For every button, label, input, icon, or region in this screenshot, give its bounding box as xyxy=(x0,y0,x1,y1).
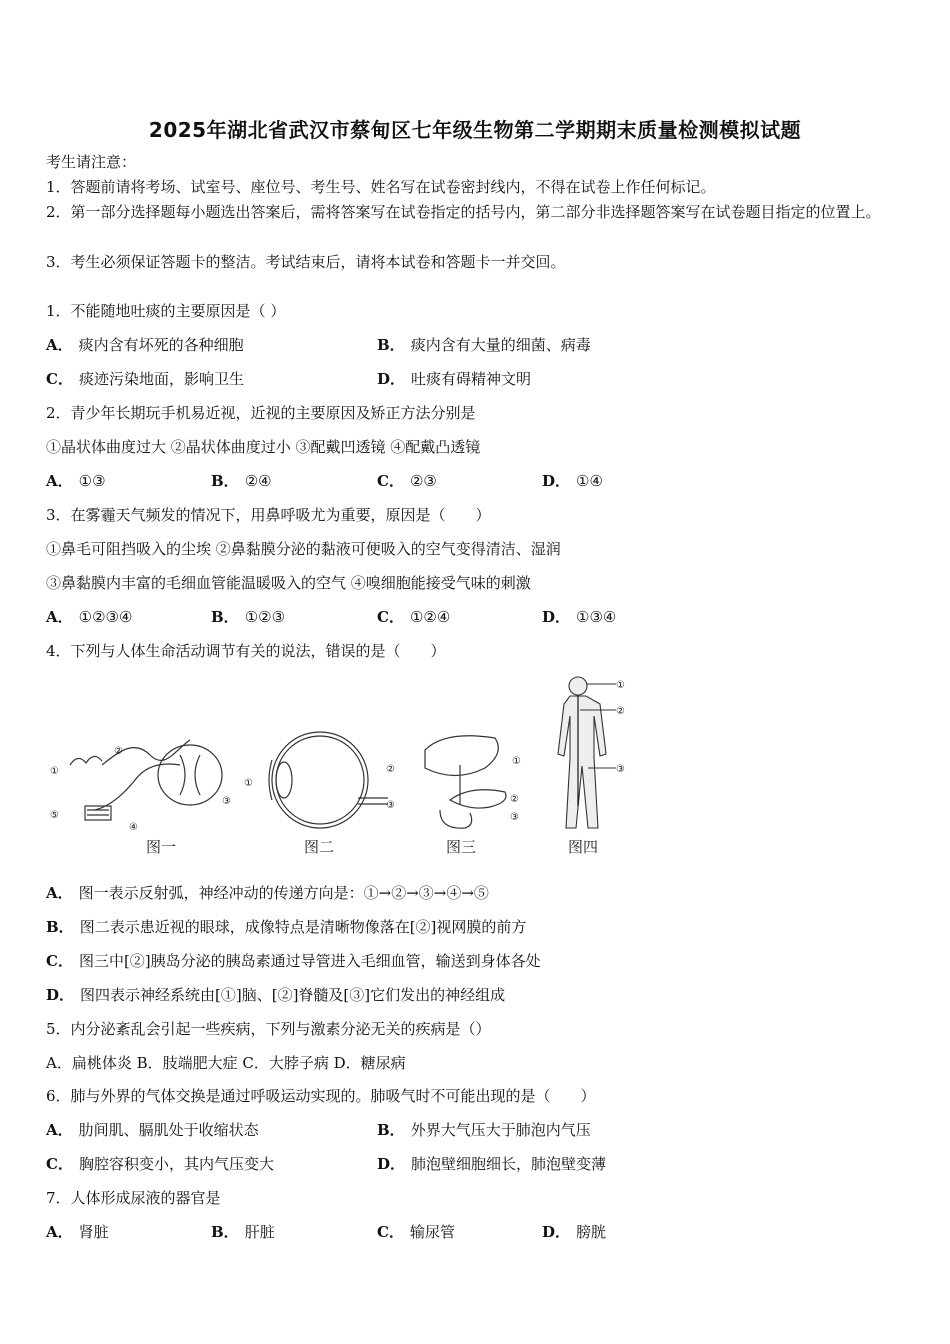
mark-3: ③ xyxy=(616,764,625,775)
mark-1: ① xyxy=(50,766,59,777)
option-c: C． ①②④ xyxy=(377,608,451,626)
page-title: 2025年湖北省武汉市蔡甸区七年级生物第二学期期末质量检测模拟试题 xyxy=(148,118,802,142)
option-c: C． 图三中[②]胰岛分泌的胰岛素通过导管进入毛细血管，输送到身体各处 xyxy=(46,952,541,970)
question-stem: 6．肺与外界的气体交换是通过呼吸运动实现的。肺吸气时不可能出现的是（ ） xyxy=(46,1087,596,1105)
option-b: B． 图二表示患近视的眼球，成像特点是清晰物像落在[②]视网膜的前方 xyxy=(46,918,527,936)
liver-pancreas-diagram xyxy=(425,736,506,828)
option-a: A． 图一表示反射弧，神经冲动的传递方向是：①→②→③→④→⑤ xyxy=(46,884,489,902)
option-a: A． ①③ xyxy=(46,472,106,490)
eyeball-diagram xyxy=(269,732,388,828)
mark-1: ① xyxy=(616,680,625,691)
option-a: A． 痰内含有坏死的各种细胞 xyxy=(46,336,244,354)
option-c: C． ②③ xyxy=(377,472,437,490)
option-b: B． 肝脏 xyxy=(211,1223,275,1241)
notice-heading: 考生请注意： xyxy=(46,153,137,171)
options-line: A．扁桃体炎 B．肢端肥大症 C．大脖子病 D．糖尿病 xyxy=(46,1054,406,1072)
notice-item: 2．第一部分选择题每小题选出答案后，需将答案写在试卷指定的括号内，第二部分非选择题答案写在试卷题目指定的位置上。 xyxy=(46,203,881,221)
question-stem: 1．不能随地吐痰的主要原因是（ ） xyxy=(46,302,286,320)
figure-caption-1: 图一 xyxy=(146,838,177,856)
question-stem: 3．在雾霾天气频发的情况下，用鼻呼吸尤为重要，原因是（ ） xyxy=(46,506,491,524)
option-d: D． 肺泡壁细胞细长，肺泡壁变薄 xyxy=(377,1155,607,1173)
mark-5: ⑤ xyxy=(50,810,59,821)
mark-3: ③ xyxy=(222,796,231,807)
notice-item: 3．考生必须保证答题卡的整洁。考试结束后，请将本试卷和答题卡一并交回。 xyxy=(46,253,566,271)
option-d: D． 吐痰有碍精神文明 xyxy=(377,370,532,388)
mark-2: ② xyxy=(616,706,625,717)
question-items: ①晶状体曲度过大 ②晶状体曲度过小 ③配戴凹透镜 ④配戴凸透镜 xyxy=(46,438,481,456)
notice-item: 1．答题前请将考场、试室号、座位号、考生号、姓名写在试卷密封线内，不得在试卷上作任何标记。 xyxy=(46,178,716,196)
question-items: ③鼻黏膜内丰富的毛细血管能温暖吸入的空气 ④嗅细胞能接受气味的刺激 xyxy=(46,574,531,592)
mark-2: ② xyxy=(114,746,123,757)
option-c: C． 输尿管 xyxy=(377,1223,455,1241)
option-b: B． 痰内含有大量的细菌、病毒 xyxy=(377,336,591,354)
option-a: A． 肋间肌、膈肌处于收缩状态 xyxy=(46,1121,259,1139)
reflex-arc-diagram xyxy=(70,740,222,820)
mark-1: ① xyxy=(244,778,253,789)
option-b: B． ①②③ xyxy=(211,608,286,626)
q4-figure xyxy=(40,670,660,860)
mark-1: ① xyxy=(512,756,521,767)
mark-2: ② xyxy=(510,794,519,805)
mark-3: ③ xyxy=(386,800,395,811)
option-c: C． 痰迹污染地面，影响卫生 xyxy=(46,370,244,388)
mark-3: ③ xyxy=(510,812,519,823)
option-d: D． 膀胱 xyxy=(542,1223,607,1241)
question-stem: 2．青少年长期玩手机易近视，近视的主要原因及矫正方法分别是 xyxy=(46,404,476,422)
question-items: ①鼻毛可阻挡吸入的尘埃 ②鼻黏膜分泌的黏液可便吸入的空气变得清洁、湿润 xyxy=(46,540,561,558)
option-a: A． 肾脏 xyxy=(46,1223,109,1241)
question-stem: 5．内分泌紊乱会引起一些疾病，下列与激素分泌无关的疾病是（） xyxy=(46,1020,491,1038)
figure-caption-4: 图四 xyxy=(568,838,599,856)
mark-4: ④ xyxy=(129,822,138,833)
mark-2: ② xyxy=(386,764,395,775)
nervous-system-diagram xyxy=(558,677,606,828)
option-b: B． 外界大气压大于肺泡内气压 xyxy=(377,1121,591,1139)
option-d: D． ①④ xyxy=(542,472,603,490)
option-c: C． 胸腔容积变小，其内气压变大 xyxy=(46,1155,274,1173)
option-b: B． ②④ xyxy=(211,472,272,490)
option-d: D． ①③④ xyxy=(542,608,617,626)
option-d: D． 图四表示神经系统由[①]脑、[②]脊髓及[③]它们发出的神经组成 xyxy=(46,986,506,1004)
option-a: A． ①②③④ xyxy=(46,608,133,626)
figure-caption-3: 图三 xyxy=(446,838,477,856)
figure-caption-2: 图二 xyxy=(304,838,335,856)
question-stem: 4．下列与人体生命活动调节有关的说法，错误的是（ ） xyxy=(46,642,446,660)
question-stem: 7．人体形成尿液的器官是 xyxy=(46,1189,221,1207)
